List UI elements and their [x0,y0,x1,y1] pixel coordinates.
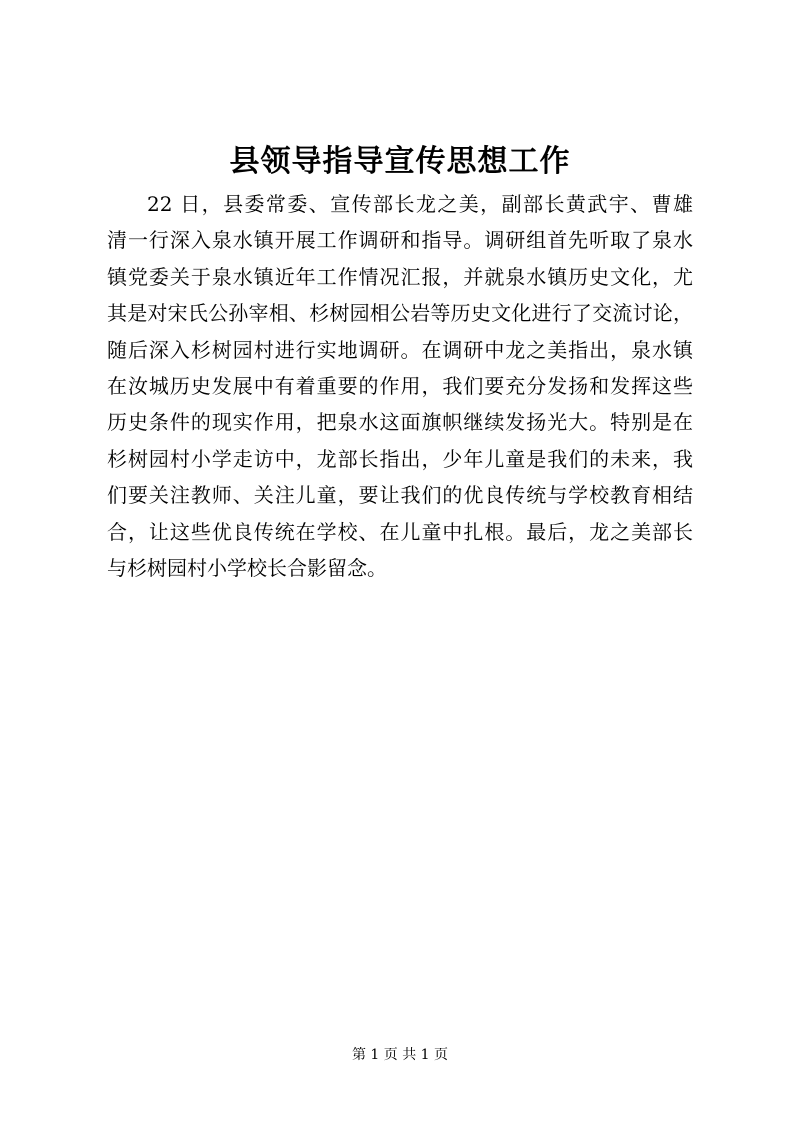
page-footer: 第 1 页 共 1 页 [351,1047,449,1063]
paragraph-line: 镇党委关于泉水镇近年工作情况汇报，并就泉水镇历史文化，尤 [107,264,693,289]
paragraph-line: 22 日，县委常委、宣传部长龙之美，副部长黄武宇、曹雄 [147,192,693,216]
paragraph-line: 们要关注教师、关注儿童，要让我们的优良传统与学校教育相结 [107,483,693,508]
paragraph-line: 其是对宋氏公孙宰相、杉树园相公岩等历史文化进行了交流讨论， [107,301,693,326]
paragraph-line: 合，让这些优良传统在学校、在儿童中扎根。最后，龙之美部长 [107,519,693,544]
paragraph-line: 历史条件的现实作用，把泉水这面旗帜继续发扬光大。特别是在 [107,410,693,435]
paragraph-line: 清一行深入泉水镇开展工作调研和指导。调研组首先听取了泉水 [107,228,693,253]
paragraph-line: 随后深入杉树园村进行实地调研。在调研中龙之美指出，泉水镇 [107,337,693,362]
body-paragraph [107,186,693,586]
paragraph-line: 在汝城历史发展中有着重要的作用，我们要充分发扬和发挥这些 [107,373,693,398]
paragraph-line: 与杉树园村小学校长合影留念。 [107,555,387,580]
paragraph-line: 杉树园村小学走访中，龙部长指出，少年儿童是我们的未来，我 [107,446,693,471]
document-title: 县领导指导宣传思想工作 [229,144,571,179]
